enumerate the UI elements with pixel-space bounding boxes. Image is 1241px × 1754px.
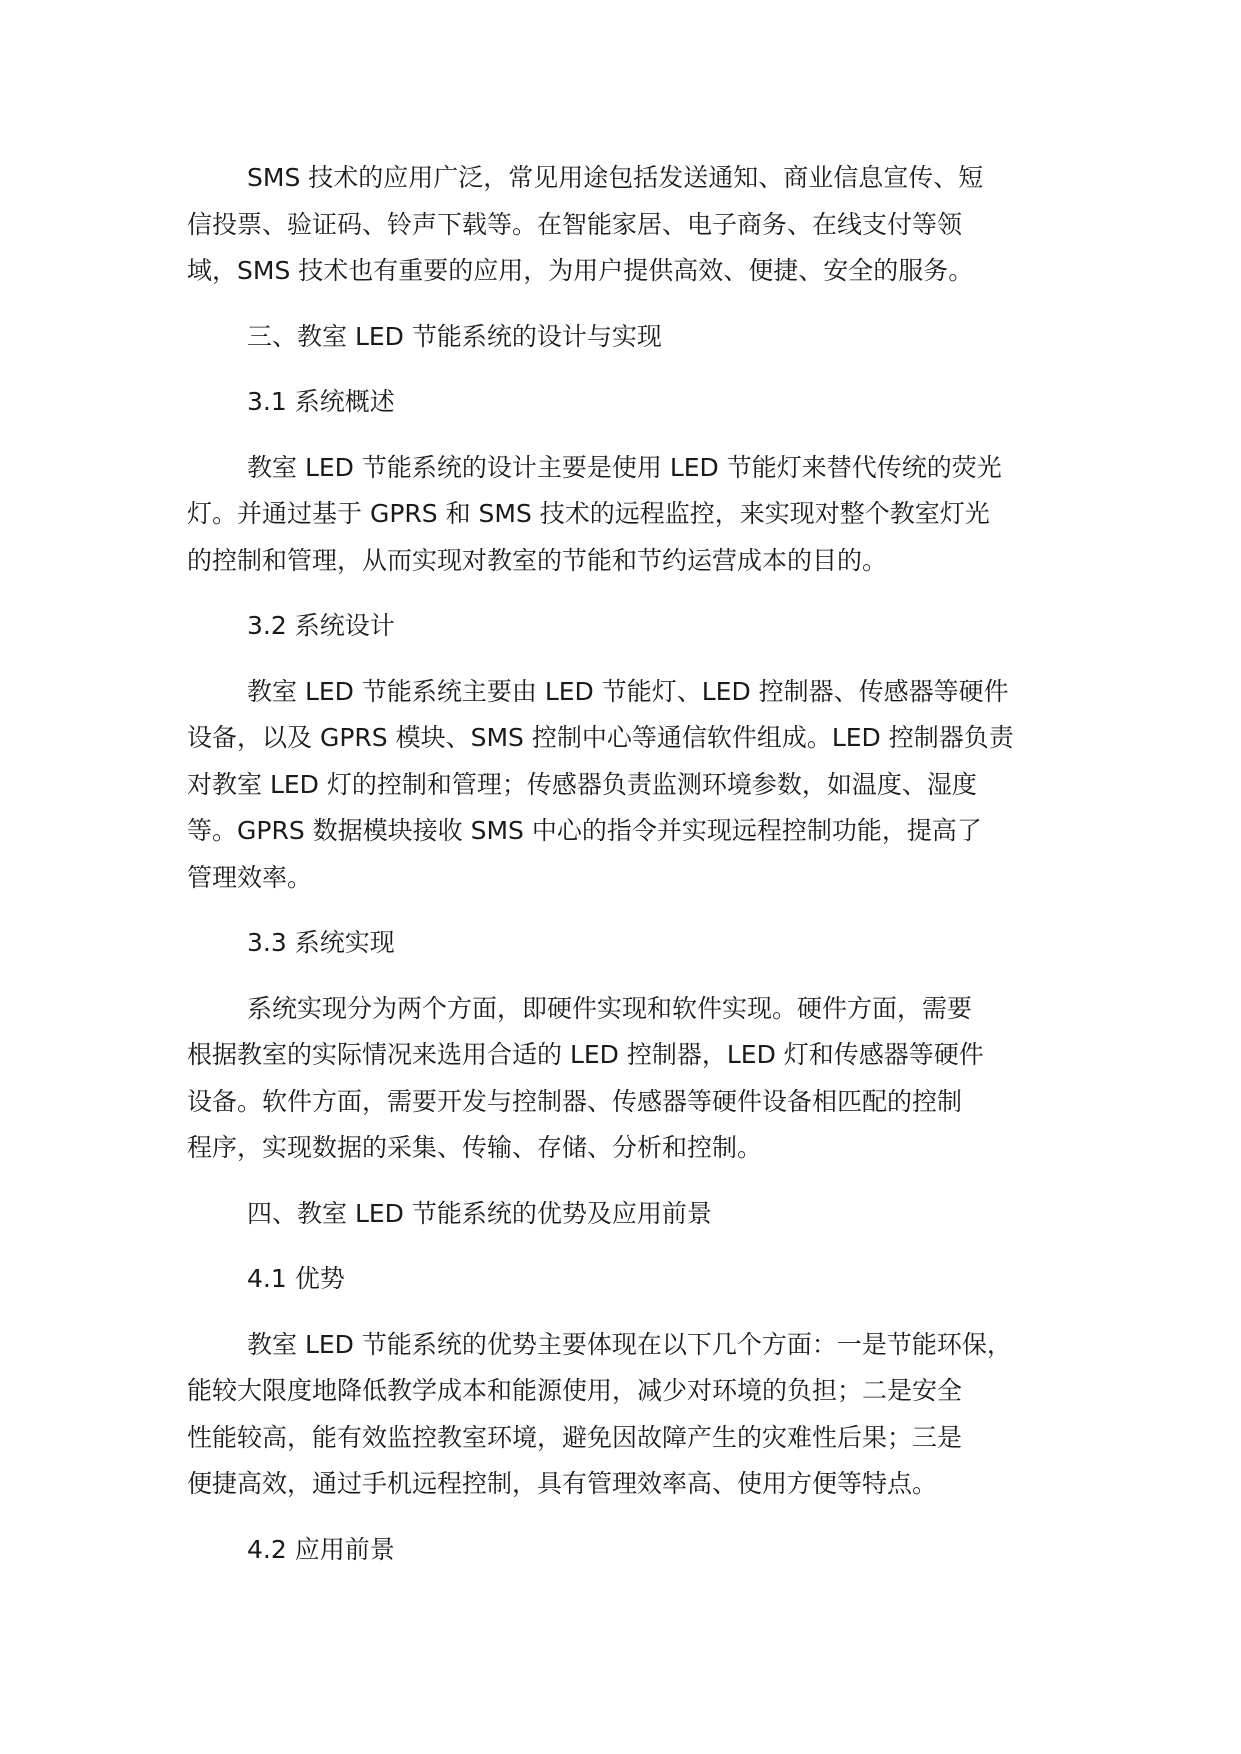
subsection-heading-3-2: 3.2 系统设计 xyxy=(247,611,395,640)
paragraph-advantages: 教室 LED 节能系统的优势主要体现在以下几个方面：一是节能环保， 能较大限度地降低教学成本和能源使用，减少对环境的负担；二是安全 性能较高，能有效监控教室环境，避免因故障产生的灾难性后果；三是 便捷高效，通过手机远程控制，具有管理效率高、使用方便等特点。 xyxy=(187,1329,1012,1498)
paragraph-sms-applications: SMS 技术的应用广泛，常见用途包括发送通知、商业信息宣传、短 信投票、验证码、铃声下载等。在智能家居、电子商务、在线支付等领 域，SMS 技术也有重要的应用，为用户提供高效、便捷、安全的服务。 xyxy=(187,163,984,285)
section-heading-4: 四、教室 LED 节能系统的优势及应用前景 xyxy=(247,1198,712,1228)
subsection-heading-3-3: 3.3 系统实现 xyxy=(247,928,395,957)
paragraph-system-implementation: 系统实现分为两个方面，即硬件实现和软件实现。硬件方面，需要 根据教室的实际情况来选用合适的 LED 控制器，LED 灯和传感器等硬件 设备。软件方面，需要开发与控制器、传感器等硬件设备相匹配的控制 程序，实现数据的采集、传输、存储、分析和控制。 xyxy=(187,993,984,1162)
section-heading-3: 三、教室 LED 节能系统的设计与实现 xyxy=(247,321,662,351)
subsection-heading-3-1: 3.1 系统概述 xyxy=(247,387,395,416)
paragraph-system-design: 教室 LED 节能系统主要由 LED 节能灯、LED 控制器、传感器等硬件 设备，以及 GPRS 模块、SMS 控制中心等通信软件组成。LED 控制器负责 对教室 LED 灯的控制和管理；传感器负责监测环境参数，如温度、湿度 等。GPRS 数据模块接收 SMS 中心的指令并实现远程控制功能，提高了 管理效率。 xyxy=(187,676,1014,892)
subsection-heading-4-2: 4.2 应用前景 xyxy=(247,1534,395,1564)
subsection-heading-4-1: 4.1 优势 xyxy=(247,1264,345,1293)
paragraph-system-overview: 教室 LED 节能系统的设计主要是使用 LED 节能灯来替代传统的荧光 灯。并通过基于 GPRS 和 SMS 技术的远程监控，来实现对整个教室灯光 的控制和管理，从而实现对教室的节能和节约运营成本的目的。 xyxy=(187,452,1002,575)
